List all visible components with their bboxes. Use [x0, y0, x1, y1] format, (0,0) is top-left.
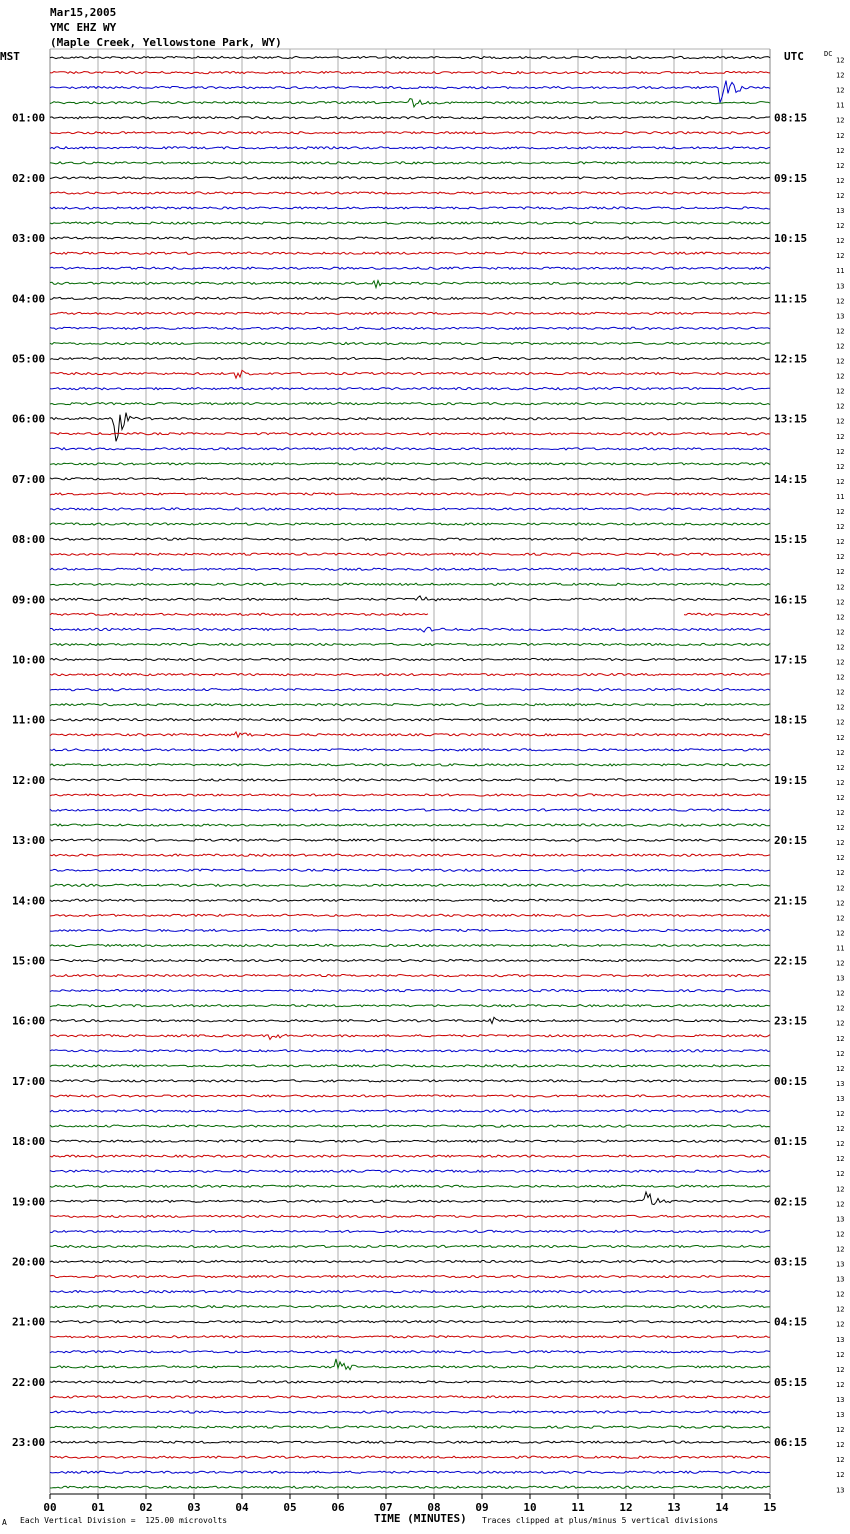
trace-line [50, 1321, 770, 1323]
trace-line [50, 1185, 770, 1187]
trace-line [50, 732, 770, 737]
trace-line [50, 854, 770, 856]
dc-value: 12 [836, 1456, 845, 1465]
trace-line [50, 433, 770, 435]
x-tick-label: 14 [715, 1501, 729, 1512]
dc-value: 12 [836, 914, 845, 923]
dc-value: 12 [836, 146, 845, 155]
dc-value: 13 [836, 1260, 845, 1269]
mst-hour-label: 18:00 [12, 1135, 46, 1149]
trace-group [50, 56, 770, 1488]
dc-value: 12 [836, 1110, 845, 1118]
trace-line [50, 463, 770, 465]
dc-value: 12 [836, 733, 845, 742]
mst-label: MST [0, 50, 20, 63]
dc-value: 12 [836, 854, 845, 863]
utc-hour-label: 18:15 [774, 713, 808, 727]
utc-hour-label: 04:15 [774, 1315, 808, 1329]
dc-value: 12 [836, 793, 845, 802]
dc-value: 11 [836, 492, 845, 501]
trace-line [50, 1215, 770, 1217]
mst-hour-label: 08:00 [12, 533, 46, 547]
trace-line [50, 1170, 770, 1172]
dc-value: 12 [836, 869, 845, 878]
dc-value: 12 [836, 568, 845, 577]
dc-value: 12 [836, 824, 845, 833]
trace-line [50, 327, 770, 329]
utc-hour-label: 11:15 [774, 292, 808, 306]
utc-hour-label: 15:15 [774, 533, 808, 547]
dc-value: 11 [836, 101, 845, 110]
axis-title: TIME (MINUTES) [374, 1512, 467, 1525]
dc-value: 12 [836, 1170, 845, 1179]
dc-value: 12 [836, 387, 845, 396]
utc-hour-label: 14:15 [774, 472, 808, 486]
trace-line [50, 370, 770, 378]
mst-hour-label: 12:00 [12, 773, 46, 787]
trace-line [50, 177, 770, 179]
dc-value: 12 [836, 1064, 845, 1073]
trace-line [50, 627, 770, 632]
trace-line [50, 1110, 770, 1112]
trace-line [50, 596, 770, 601]
trace-line [50, 1245, 770, 1247]
trace-line [50, 252, 770, 254]
trace-line [50, 1017, 770, 1023]
utc-hour-label: 21:15 [774, 894, 808, 908]
dc-value: 12 [836, 899, 845, 908]
trace-line [50, 658, 770, 660]
dc-value: 12 [836, 1290, 845, 1299]
utc-hour-label: 00:15 [774, 1074, 808, 1088]
dc-value: 12 [836, 1380, 845, 1389]
utc-hour-label: 20:15 [774, 834, 808, 848]
dc-value: 13 [836, 1275, 845, 1284]
trace-line [50, 1336, 770, 1338]
dc-value: 12 [836, 688, 845, 697]
dc-value: 12 [836, 1305, 845, 1314]
trace-line [50, 312, 770, 314]
dc-value: 12 [836, 1350, 845, 1359]
trace-line [50, 478, 770, 480]
dc-value: 13 [836, 1335, 845, 1344]
dc-value: 12 [836, 1230, 845, 1239]
trace-line [50, 809, 770, 811]
dc-value: 12 [836, 538, 845, 547]
mst-hour-label: 21:00 [12, 1315, 46, 1329]
x-tick-label: 12 [619, 1501, 633, 1512]
x-tick-label: 00 [43, 1501, 57, 1512]
dc-value: 12 [836, 357, 845, 366]
dc-value: 12 [836, 1471, 845, 1480]
dc-value: 12 [836, 1200, 845, 1209]
clip-text: Traces clipped at plus/minus 5 vertical divisions [482, 1516, 719, 1525]
trace-line [50, 1351, 770, 1353]
utc-hour-label: 13:15 [774, 412, 808, 426]
trace-line [50, 779, 770, 781]
trace-line [50, 764, 770, 766]
dc-value: 12 [836, 583, 845, 592]
trace-line [50, 1486, 770, 1488]
dc-label: DC [824, 50, 833, 58]
mst-hour-label: 17:00 [12, 1074, 46, 1088]
dc-value: 13 [836, 1486, 845, 1495]
trace-line [50, 1005, 770, 1007]
mst-hour-label: 02:00 [12, 171, 46, 185]
mst-hour-label: 04:00 [12, 292, 46, 306]
utc-hour-label: 08:15 [774, 111, 808, 125]
mst-hour-label: 11:00 [12, 713, 46, 727]
mst-hour-label: 19:00 [12, 1195, 46, 1209]
trace-line [50, 538, 770, 540]
trace-line [50, 719, 770, 721]
location-label: (Maple Creek, Yellowstone Park, WY) [50, 36, 282, 49]
mst-hour-label: 23:00 [12, 1436, 46, 1450]
dc-value: 12 [836, 1426, 845, 1435]
trace-line [50, 553, 770, 555]
x-tick-label: 13 [667, 1501, 681, 1512]
mst-hour-label: 14:00 [12, 894, 46, 908]
mst-hour-label: 22:00 [12, 1375, 46, 1389]
trace-line [50, 704, 770, 706]
utc-label: UTC [784, 50, 804, 63]
trace-line [50, 929, 770, 931]
dc-value: 12 [836, 778, 845, 787]
trace-line [50, 1155, 770, 1157]
utc-hour-label: 10:15 [774, 232, 808, 246]
trace-line [50, 674, 770, 676]
trace-line [50, 403, 770, 405]
dc-value: 12 [836, 56, 845, 65]
trace-line [50, 1291, 770, 1293]
dc-value: 12 [836, 989, 845, 998]
dc-value: 12 [836, 1049, 845, 1058]
dc-value: 12 [836, 191, 845, 200]
trace-line [50, 1192, 770, 1205]
utc-hour-label: 12:15 [774, 352, 808, 366]
dc-value: 12 [836, 1034, 845, 1043]
trace-line [50, 1381, 770, 1383]
x-tick-label: 09 [475, 1501, 489, 1512]
dc-value: 12 [836, 432, 845, 441]
trace-line [50, 99, 770, 107]
dc-value: 12 [836, 1320, 845, 1329]
dc-value: 12 [836, 161, 845, 170]
trace-line [50, 613, 770, 615]
dc-value: 12 [836, 477, 845, 486]
dc-value: 12 [836, 447, 845, 456]
corner-mark: A [2, 1518, 7, 1527]
dc-value: 12 [836, 462, 845, 471]
trace-line [50, 267, 770, 269]
trace-line [50, 1095, 770, 1097]
dc-value: 13 [836, 1395, 845, 1404]
dc-value: 12 [836, 71, 845, 80]
dc-value: 11 [836, 944, 845, 953]
dc-value: 12 [836, 809, 845, 817]
dc-value: 12 [836, 176, 845, 185]
trace-line [50, 56, 770, 58]
dc-value: 12 [836, 929, 845, 938]
utc-hour-label: 06:15 [774, 1436, 808, 1450]
trace-line [50, 207, 770, 209]
trace-line [50, 388, 770, 390]
mst-hour-label: 07:00 [12, 472, 46, 486]
dc-value: 12 [836, 1019, 845, 1028]
dc-value: 12 [836, 553, 845, 562]
dc-value: 12 [836, 1140, 845, 1149]
trace-line [50, 990, 770, 992]
dc-value: 12 [836, 222, 845, 231]
dc-value: 13 [836, 207, 845, 215]
trace-line [50, 1230, 770, 1232]
trace-line [50, 237, 770, 239]
x-tick-label: 11 [571, 1501, 585, 1512]
dc-value: 12 [836, 673, 845, 682]
dc-value: 12 [836, 237, 845, 246]
station-label: YMC EHZ WY [50, 21, 117, 34]
trace-line [50, 914, 770, 916]
dc-value: 12 [836, 1155, 845, 1164]
dc-value: 12 [836, 763, 845, 772]
mst-hour-label: 20:00 [12, 1255, 46, 1269]
utc-hour-label: 05:15 [774, 1375, 808, 1389]
mst-hour-label: 06:00 [12, 412, 46, 426]
trace-line [50, 1359, 770, 1370]
trace-line [50, 1050, 770, 1052]
trace-line [50, 1276, 770, 1278]
x-tick-label: 03 [187, 1501, 201, 1512]
trace-line [50, 281, 770, 288]
dc-value: 12 [836, 523, 845, 532]
trace-line [50, 1471, 770, 1473]
dc-value: 12 [836, 131, 845, 140]
utc-hour-label: 19:15 [774, 773, 808, 787]
trace-line [50, 568, 770, 570]
trace-line [50, 1426, 770, 1428]
utc-hour-label: 16:15 [774, 593, 808, 607]
dc-value: 12 [836, 327, 845, 336]
utc-hour-label: 09:15 [774, 171, 808, 185]
utc-hour-label: 17:15 [774, 653, 808, 667]
x-tick-label: 05 [283, 1501, 297, 1512]
trace-line [50, 508, 770, 510]
trace-line [50, 72, 770, 74]
plot-footer [0, 1512, 850, 1534]
trace-line [50, 1080, 770, 1082]
dc-value: 12 [836, 1125, 845, 1134]
x-tick-label: 01 [91, 1501, 105, 1512]
mst-hour-label: 13:00 [12, 834, 46, 848]
x-tick-label: 07 [379, 1501, 393, 1512]
mst-hour-label: 01:00 [12, 111, 46, 125]
trace-line [50, 1306, 770, 1308]
trace-line [50, 1411, 770, 1413]
trace-line [50, 1396, 770, 1398]
dc-value: 12 [836, 1245, 845, 1254]
trace-line [50, 1260, 770, 1262]
dc-value: 12 [836, 748, 845, 757]
dc-value: 12 [836, 703, 845, 712]
dc-value: 12 [836, 628, 845, 637]
mst-hour-label: 05:00 [12, 352, 46, 366]
dc-value: 12 [836, 1185, 845, 1194]
trace-line [50, 448, 770, 450]
x-axis [43, 1494, 776, 1512]
dc-value: 12 [836, 613, 845, 622]
dc-value: 13 [836, 1215, 845, 1224]
utc-hour-label: 01:15 [774, 1135, 808, 1149]
x-tick-label: 02 [139, 1501, 153, 1512]
dc-value: 12 [836, 86, 845, 95]
trace-line [50, 297, 770, 299]
dc-value: 12 [836, 372, 845, 381]
trace-line [50, 357, 770, 359]
trace-line [50, 132, 770, 134]
trace-line [50, 643, 770, 645]
trace-line [50, 959, 770, 961]
dc-value: 12 [836, 1441, 845, 1450]
trace-line [50, 147, 770, 149]
scale-text: Each Vertical Division = 125.00 microvolts [20, 1516, 228, 1525]
dc-value: 13 [836, 1094, 845, 1103]
trace-line [50, 1065, 770, 1067]
trace-line [50, 342, 770, 344]
dc-value: 12 [836, 658, 845, 667]
dc-value: 13 [836, 974, 845, 983]
trace-line [50, 1456, 770, 1458]
trace-line [50, 944, 770, 946]
trace-line [50, 493, 770, 495]
mst-hour-label: 15:00 [12, 954, 46, 968]
dc-value: 13 [836, 1079, 845, 1088]
trace-line [50, 869, 770, 871]
hour-labels [12, 57, 844, 1495]
dc-value: 13 [836, 312, 845, 321]
mst-hour-label: 03:00 [12, 232, 46, 246]
dc-value: 12 [836, 643, 845, 652]
utc-hour-label: 22:15 [774, 954, 808, 968]
dc-value: 12 [836, 839, 845, 848]
dc-value: 12 [836, 342, 845, 351]
dc-value: 12 [836, 402, 845, 411]
x-tick-label: 04 [235, 1501, 249, 1512]
trace-line [50, 824, 770, 826]
dc-value: 12 [836, 1365, 845, 1374]
utc-hour-label: 02:15 [774, 1195, 808, 1209]
trace-line [50, 794, 770, 796]
x-tick-label: 08 [427, 1501, 441, 1512]
trace-line [50, 689, 770, 691]
trace-line [50, 749, 770, 751]
dc-value: 12 [836, 252, 845, 261]
mst-hour-label: 16:00 [12, 1014, 46, 1028]
dc-value: 13 [836, 1411, 845, 1419]
trace-line [50, 583, 770, 585]
trace-line [50, 222, 770, 224]
trace-line [50, 1125, 770, 1127]
dc-value: 12 [836, 598, 845, 607]
trace-line [50, 413, 770, 442]
utc-hour-label: 03:15 [774, 1255, 808, 1269]
x-tick-label: 15 [763, 1501, 777, 1512]
mst-hour-label: 09:00 [12, 593, 46, 607]
trace-line [50, 117, 770, 119]
x-tick-label: 06 [331, 1501, 345, 1512]
dc-value: 11 [836, 267, 845, 276]
utc-hour-label: 23:15 [774, 1014, 808, 1028]
dc-value: 12 [836, 884, 845, 893]
trace-line [50, 899, 770, 901]
trace-line [50, 884, 770, 886]
trace-line [50, 192, 770, 194]
trace-line [50, 839, 770, 841]
trace-line [50, 1140, 770, 1142]
dc-value: 12 [836, 718, 845, 727]
trace-line [50, 1441, 770, 1443]
trace-line [50, 975, 770, 977]
trace-line [50, 523, 770, 525]
dc-value: 12 [836, 297, 845, 306]
dc-value: 12 [836, 1004, 845, 1013]
date-label: Mar15,2005 [50, 6, 117, 19]
dc-value: 13 [836, 282, 845, 291]
dc-value: 12 [836, 959, 845, 968]
trace-line [50, 162, 770, 164]
dc-value: 12 [836, 116, 845, 125]
trace-line [50, 1034, 770, 1039]
x-tick-label: 10 [523, 1501, 537, 1512]
mst-hour-label: 10:00 [12, 653, 46, 667]
dc-value: 12 [836, 508, 845, 516]
dc-value: 12 [836, 417, 845, 426]
